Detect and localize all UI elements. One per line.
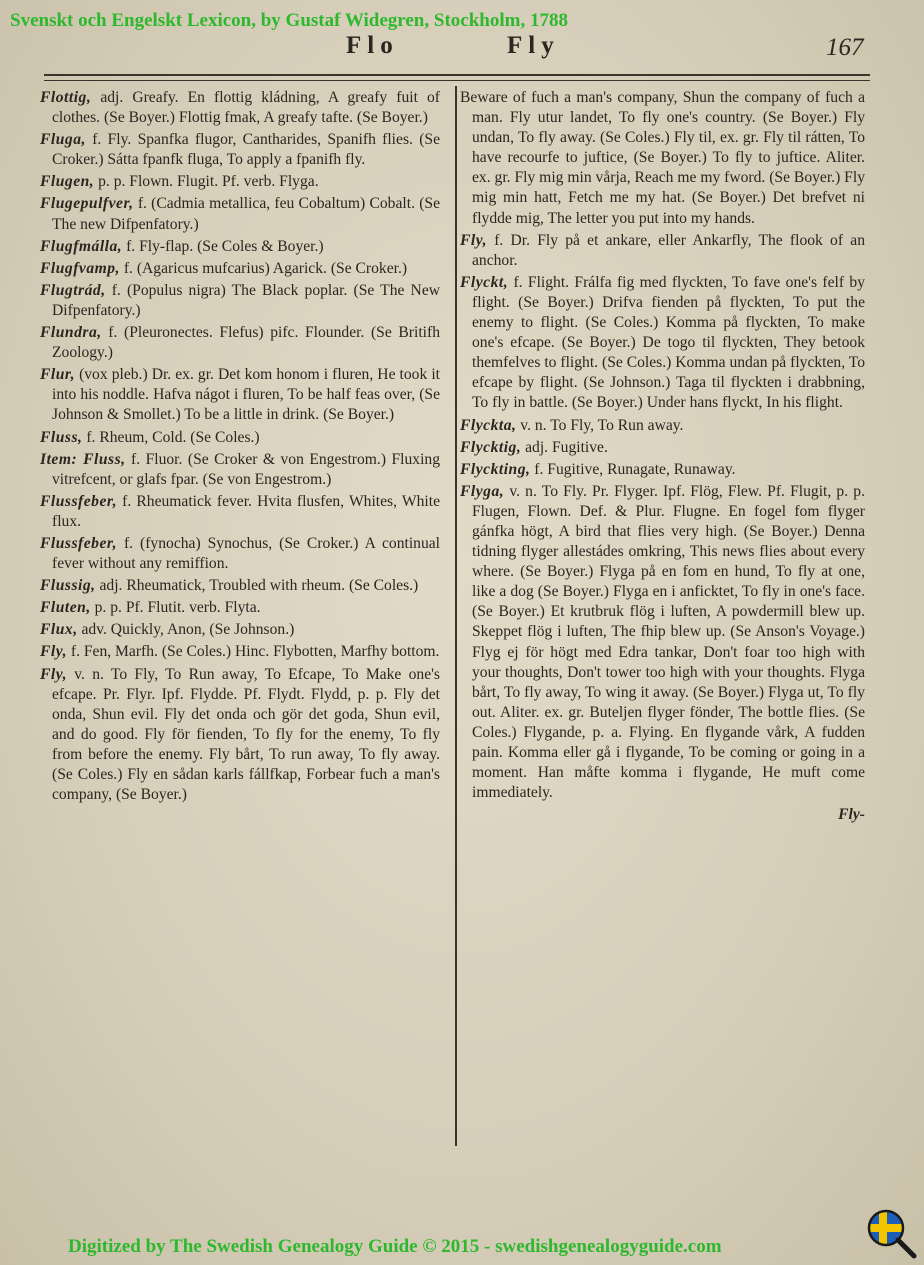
entry-definition: f. Fugitive, Runagate, Runaway.: [530, 460, 736, 478]
dictionary-entry: [40, 642, 440, 662]
dictionary-entry: [40, 88, 440, 128]
dictionary-entry: [40, 576, 440, 596]
right-column: [460, 88, 865, 825]
entry-definition: f. Fly. Spanfka flugor, Cantharides, Spanifh flies. (Se Croker.) Sátta fpanfk fluga, To apply a fpanifh fly.: [52, 131, 440, 169]
entry-definition: adv. Quickly, Anon, (Se Johnson.): [77, 621, 295, 639]
entry-headword: Fluga,: [40, 131, 86, 149]
catchword: Fly-: [838, 806, 865, 824]
header-rule: [44, 74, 870, 81]
entry-headword: Flugtrád,: [40, 281, 106, 299]
entry-headword: Flundra,: [40, 324, 102, 342]
entry-definition: p. p. Flown. Flugit. Pf. verb. Flyga.: [94, 173, 319, 191]
entry-headword: Flugepulfver,: [40, 195, 134, 213]
entry-headword: Fly,: [40, 643, 67, 661]
swedish-flag-magnifier-icon: [866, 1208, 918, 1260]
dictionary-entry: [40, 194, 440, 234]
entry-definition: f. (Pleuronectes. Flefus) pifc. Flounder. (Se Britifh Zoology.): [52, 324, 440, 362]
entry-headword: Flussig,: [40, 577, 96, 595]
page-number: 167: [826, 34, 864, 61]
dictionary-entry: [40, 259, 440, 279]
dictionary-entry: [40, 365, 440, 425]
dictionary-entry: [40, 323, 440, 363]
running-head: [0, 32, 924, 64]
entry-definition: v. n. To Fly. Pr. Flyger. Ipf. Flög, Flew. Pf. Flugit, p. p. Flugen, Flown. Def. & Plur. Flugne. En fogel fom flyger gánfka högt, A bird that flies very high. (Se Boyer.) Denna tidning flyger allestádes omkring, This news flies about every where. (Se Boyer.) Flyga på en fom en hund, To fly at one, like a dog (Se Boyer.) Flyga en i anficktet, To fly in one's face. (Se Boyer.) Et krutbruk flög i luften, A powdermill blew up. Skeppet flög i luften, The fhip blew up. (Se Anson's Voyage.) Flyg ej för högt med Edra tankar, Don't foar too high with your thoughts, Don't tower too high with your thoughts. Flyga bårt, To fly away, To wing it away. (Se Boyer.) Flyga ut, To fly out. Aliter. ex. gr. Buteljen flyger fönder, The bottle flies. (Se Coles.) Flygande, p. a. Flying. En flygande vårk, A fudden pain. Komma eller gå i flygande, To be coming or going in a moment. Han måfte komma i flygande, He muft come immediately.: [472, 482, 865, 802]
entry-headword: Flugfvamp,: [40, 259, 120, 277]
entry-definition: f. Fluor. (Se Croker & von Engestrom.) Fluxing vitrefcent, or glafs fpar. (Se von Engestrom.): [52, 450, 440, 488]
entry-definition: (vox pleb.) Dr. ex. gr. Det kom honom i fluren, He took it into his noddle. Hafva nágot i fluren, To be half feas over, (Se Johnson & Smollet.) To be a little in drink. (Se Boyer.): [52, 366, 440, 424]
dictionary-entry: [460, 460, 865, 480]
entry-headword: Fluss,: [40, 428, 83, 446]
dictionary-entry: [40, 428, 440, 448]
dictionary-entry: [40, 665, 440, 806]
dictionary-entry: [460, 416, 865, 436]
left-column: [40, 88, 440, 807]
entry-headword: Fly,: [40, 665, 67, 683]
entry-definition: f. Fen, Marfh. (Se Coles.) Hinc. Flybotten, Marfhy bottom.: [66, 643, 440, 661]
entry-headword: Flottig,: [40, 89, 92, 106]
dictionary-entry: [40, 237, 440, 257]
entry-definition: v. n. To Fly, To Run away.: [516, 416, 684, 434]
dictionary-entry: [40, 172, 440, 192]
dictionary-entry: [40, 598, 440, 618]
entry-definition: f. Rheumatick fever. Hvita flusfen, Whites, White flux.: [52, 492, 440, 530]
dictionary-entry: [460, 273, 865, 414]
entry-headword: Flyckt,: [460, 273, 509, 291]
entry-definition: f. Fly-flap. (Se Coles & Boyer.): [122, 237, 324, 255]
dictionary-entry: [460, 231, 865, 271]
running-head-left: Flo: [346, 32, 399, 59]
dictionary-entry: [40, 534, 440, 574]
digitization-banner: Svenskt och Engelskt Lexicon, by Gustaf Widegren, Stockholm, 1788: [10, 10, 568, 31]
entry-definition: adj. Fugitive.: [521, 438, 608, 456]
dictionary-entry: [40, 492, 440, 532]
entry-headword: Flyga,: [460, 482, 505, 500]
entry-headword: Item: Fluss,: [40, 450, 126, 468]
entry-headword: Flur,: [40, 366, 76, 384]
column-divider: [455, 86, 457, 1146]
dictionary-entry: [40, 130, 440, 170]
entry-headword: Fluten,: [40, 599, 91, 617]
dictionary-entry: [40, 450, 440, 490]
entry-headword: Flugfmálla,: [40, 237, 123, 255]
entry-headword: Flyckta,: [460, 416, 517, 434]
entry-definition: p. p. Pf. Flutit. verb. Flyta.: [90, 599, 261, 617]
entry-definition: v. n. To Fly, To Run away, To Efcape, To Make one's efcape. Pr. Flyr. Ipf. Flydde. Pf. Flydt. Flydd, p. p. Fly det onda, Shun evil. Fly det onda och gör det goda, Shun evil, and do good. Fly för fienden, To fly for the enemy, To fly from before the enemy. Fly bårt, To run away, To fly away. (Se Coles.) Fly en sådan karls fállfkap, Forbear fuch a man's company, (Se Boyer.): [52, 665, 440, 804]
entry-definition: f. (Populus nigra) The Black poplar. (Se The New Difpenfatory.): [52, 281, 440, 319]
dictionary-entry: [460, 438, 865, 458]
dictionary-entry: [40, 281, 440, 321]
entry-definition: f. (fynocha) Synochus, (Se Croker.) A continual fever without any remiffion.: [52, 534, 440, 573]
entry-definition: f. (Cadmia metallica, feu Cobaltum) Cobalt. (Se The new Difpenfatory.): [52, 195, 440, 233]
entry-headword: Flycktig,: [460, 438, 522, 456]
running-head-right: Fly: [507, 32, 560, 59]
dictionary-entry: [40, 620, 440, 640]
entry-definition: f. Dr. Fly på et ankare, eller Ankarfly, The flook of an anchor.: [472, 231, 865, 269]
digitization-footer: Digitized by The Swedish Genealogy Guide © 2015 - swedishgenealogyguide.com: [68, 1236, 722, 1257]
entry-headword: Flux,: [40, 621, 78, 639]
entry-headword: Flussfeber,: [40, 534, 117, 552]
entry-headword: Flyckting,: [460, 460, 531, 478]
entry-definition: f. Flight. Frálfa fig med flyckten, To fave one's felf by flight. (Se Boyer.) Drifva fienden på flyckten, To put the enemy to flight. (Se Coles.) Komma på flyckten, To make one's efcape. (Se Boyer.) De togo til flyckten, They betook themfelves to flight. (Se Coles.) Komma undan på flyckten, To efcape by flight. (Se Johnson.) Taga til flyckten i drabbning, To fly in battle. (Se Boyer.) Under hans flyckt, In his flight.: [472, 273, 865, 412]
entry-headword: Flussfeber,: [40, 492, 117, 510]
entry-headword: Flugen,: [40, 173, 95, 191]
dictionary-entry: [460, 482, 865, 804]
entry-headword: Fly,: [460, 231, 487, 249]
entry-definition: Beware of fuch a man's company, Shun the company of fuch a man. Fly utur landet, To fly one's country. (Se Boyer.) Fly undan, To fly away. (Se Coles.) Fly til, ex. gr. Fly til rátten, To have recourfe to juftice, (Se Boyer.) To fly to juftice. Aliter. ex. gr. Fly mig min vårja, Reach me my fword. (Se Boyer.) Fly mig min hatt, Fetch me my hat. (Se Boyer.) Det brefvet ni flydde mig, The letter you put into my hands.: [460, 89, 865, 227]
dictionary-entry: [460, 88, 865, 229]
entry-definition: f. (Agaricus mufcarius) Agarick. (Se Croker.): [119, 259, 408, 277]
entry-definition: f. Rheum, Cold. (Se Coles.): [82, 428, 260, 446]
entry-definition: adj. Greafy. En flottig kládning, A greafy fuit of clothes. (Se Boyer.) Flottig fmak, A greafy tafte. (Se Boyer.): [52, 89, 440, 127]
entry-definition: adj. Rheumatick, Troubled with rheum. (Se Coles.): [95, 577, 419, 595]
